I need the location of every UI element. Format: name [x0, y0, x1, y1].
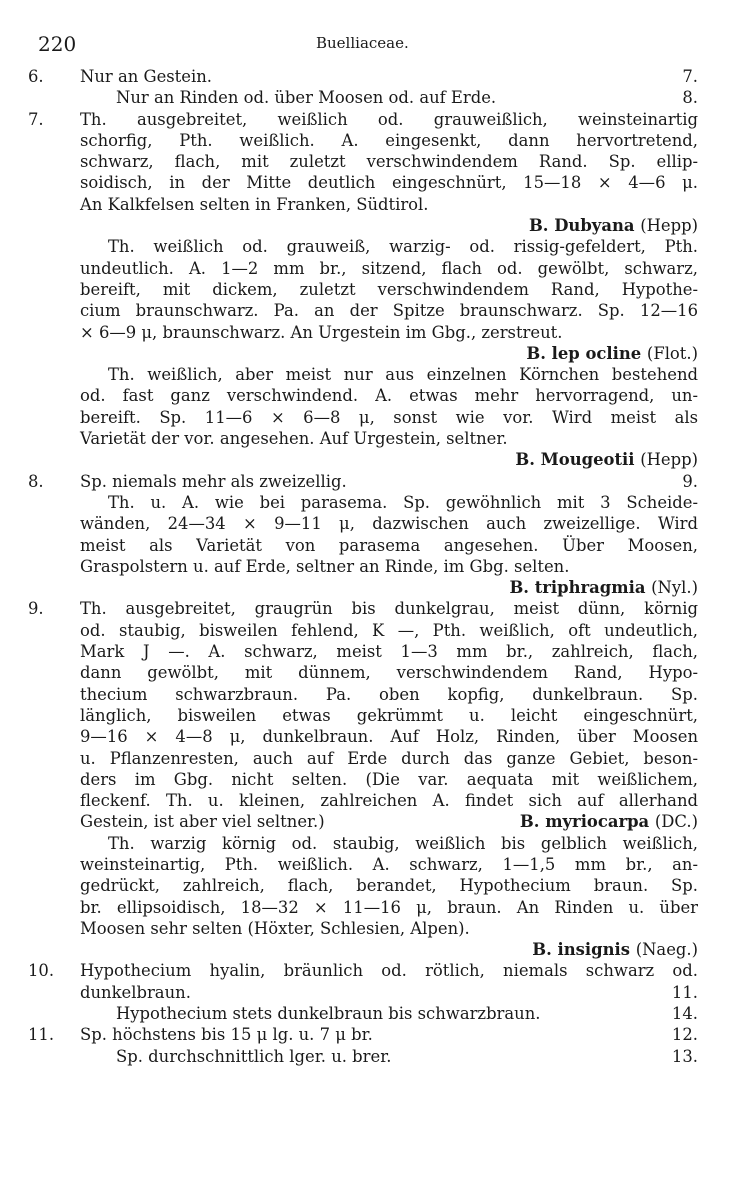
species-name: B. Mougeotii (Hepp) [515, 450, 698, 470]
text-line: bereift, mit dickem, zuletzt verschwindendem Rand, Hypothe- [80, 279, 698, 299]
text-line: länglich, bisweilen etwas gekrümmt u. leicht eingeschnürt, [80, 705, 698, 725]
text-line: ders im Gbg. nicht selten. (Die var. aequata mit weißlichem, [80, 769, 698, 789]
lead-reference: 11. [671, 982, 698, 1002]
couplet-number: 6. [28, 67, 44, 86]
key-line: 11. Sp. höchstens bis 15 μ lg. u. 7 μ br. 12. [28, 1025, 698, 1045]
text-line: bereift. Sp. 11—6 × 6—8 μ, sonst wie vor. Wird meist als [80, 407, 698, 427]
text-line: dann gewölbt, mit dünnem, verschwindendem Rand, Hypo- [80, 663, 698, 683]
text-line: gedrückt, zahlreich, flach, berandet, Hypothecium braun. Sp. [80, 876, 698, 896]
text-line: Mark J —. A. schwarz, meist 1—3 mm br., zahlreich, flach, [80, 642, 698, 662]
text-line: Graspolstern u. auf Erde, seltner an Rinde, im Gbg. selten. [80, 556, 570, 576]
text-line: An Kalkfelsen selten in Franken, Südtirol. [80, 194, 429, 214]
text-line: br. ellipsoidisch, 18—32 × 11—16 μ, braun. An Rinden u. über [80, 897, 698, 917]
species-name: B. myriocarpa (DC.) [519, 812, 698, 832]
text-line: dunkelbraun. 11. [80, 982, 698, 1002]
text-line: Varietät der vor. angesehen. Auf Urgestein, seltner. [80, 429, 508, 449]
text-line: thecium schwarzbraun. Pa. oben kopfig, dunkelbraun. Sp. [80, 684, 698, 704]
species-name: B. insignis (Naeg.) [532, 940, 698, 960]
text-line: meist als Varietät von parasema angesehen. Über Moosen, [80, 535, 698, 555]
text-line: od. fast ganz verschwindend. A. etwas mehr hervorragend, un- [80, 386, 698, 406]
text-line: Gestein, ist aber viel seltner.) B. myriocarpa (DC.) [80, 812, 698, 832]
page-header [0, 28, 737, 58]
key-text [28, 66, 698, 1067]
species-name: B. triphragmia (Nyl.) [509, 578, 698, 598]
text-line: Hypothecium stets dunkelbraun bis schwarzbraun. 14. [116, 1004, 698, 1024]
key-line: 7. Th. ausgebreitet, weißlich od. grauweißlich, weinsteinartig [28, 109, 698, 129]
lead-reference: 9. [682, 471, 698, 491]
text-line: wänden, 24—34 × 9—11 μ, dazwischen auch zweizellige. Wird [80, 514, 698, 534]
text-line: × 6—9 μ, braunschwarz. An Urgestein im Gbg., zerstreut. [80, 322, 563, 342]
lead-reference: 13. [671, 1046, 698, 1066]
couplet-number: 11. [28, 1025, 55, 1045]
text-line: Th. weißlich od. grauweiß, warzig- od. rissig-gefeldert, Pth. [108, 237, 698, 257]
couplet-number: 8. [28, 471, 44, 491]
couplet-number: 7. [28, 109, 44, 129]
key-line: Nur an Rinden od. über Moosen od. auf Erde. 8. [116, 88, 698, 108]
text-line: od. staubig, bisweilen fehlend, K —, Pth. weißlich, oft undeutlich, [80, 620, 698, 640]
key-line: 6. Nur an Gestein. 7. [28, 67, 698, 86]
lead-reference: 12. [671, 1025, 698, 1045]
key-line: 8. Sp. niemals mehr als zweizellig. 9. [28, 471, 698, 491]
lead-reference: 7. [682, 67, 698, 86]
text-line: Moosen sehr selten (Höxter, Schlesien, Alpen). [80, 918, 470, 938]
text-line: weinsteinartig, Pth. weißlich. A. schwarz, 1—1,5 mm br., an- [80, 854, 698, 874]
text-line: Th. u. A. wie bei parasema. Sp. gewöhnlich mit 3 Scheide- [108, 492, 698, 512]
text-line: schorfig, Pth. weißlich. A. eingesenkt, dann hervortretend, [80, 130, 698, 150]
text-line: Sp. durchschnittlich lger. u. brer. 13. [116, 1046, 698, 1066]
species-name: B. Dubyana (Hepp) [528, 216, 698, 236]
key-line: 9. Th. ausgebreitet, graugrün bis dunkelgrau, meist dünn, körnig [28, 599, 698, 619]
text-line: cium braunschwarz. Pa. an der Spitze braunschwarz. Sp. 12—16 [80, 301, 698, 321]
text-line: soidisch, in der Mitte deutlich eingeschnürt, 15—18 × 4—6 μ. [80, 173, 698, 193]
running-title: Buelliaceae. [316, 34, 409, 52]
text-line: undeutlich. A. 1—2 mm br., sitzend, flach od. gewölbt, schwarz, [80, 258, 698, 278]
text-line: fleckenf. Th. u. kleinen, zahlreichen A. findet sich auf allerhand [80, 791, 698, 811]
text-line: 9—16 × 4—8 μ, dunkelbraun. Auf Holz, Rinden, über Moosen [80, 727, 698, 747]
text-line: u. Pflanzenresten, auch auf Erde durch das ganze Gebiet, beson- [80, 748, 698, 768]
lead-reference: 8. [682, 88, 698, 108]
lead-reference: 14. [671, 1004, 698, 1024]
couplet-number: 10. [28, 961, 55, 981]
species-name: B. lep ocline (Flot.) [526, 343, 698, 363]
text-line: Th. warzig körnig od. staubig, weißlich bis gelblich weißlich, [108, 833, 698, 853]
couplet-number: 9. [28, 599, 44, 619]
key-line: 10. Hypothecium hyalin, bräunlich od. rötlich, niemals schwarz od. [28, 961, 698, 981]
page-number: 220 [38, 32, 77, 56]
text-line: schwarz, flach, mit zuletzt verschwindendem Rand. Sp. ellip- [80, 152, 698, 172]
text-line: Th. weißlich, aber meist nur aus einzelnen Körnchen bestehend [108, 365, 698, 385]
